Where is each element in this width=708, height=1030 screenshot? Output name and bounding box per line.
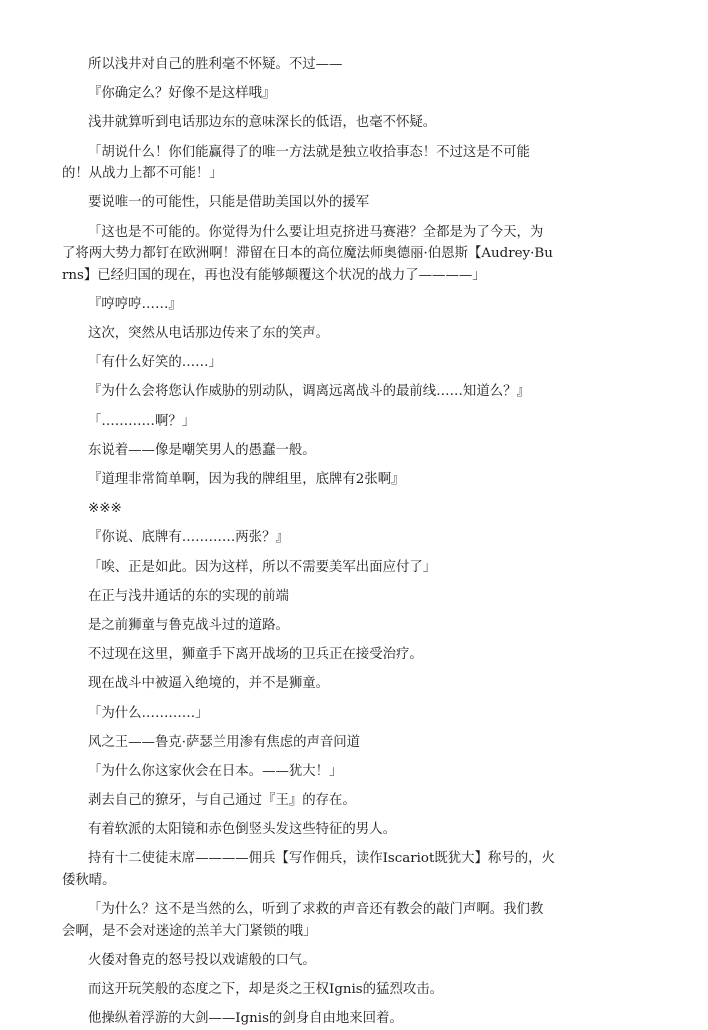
paragraph: 是之前狮童与鲁克战斗过的道路。	[88, 617, 289, 633]
paragraph: 『哼哼哼……』	[88, 296, 182, 312]
paragraph: 「为什么？这不是当然的么，听到了求救的声音还有教会的敲门声啊。我们教会啊，是不会对迷途的羔羊大门紧锁的哦」	[62, 902, 544, 939]
paragraph: 不过现在这里，狮童手下离开战场的卫兵正在接受治疗。	[88, 647, 423, 663]
paragraph: 而这开玩笑般的态度之下，却是炎之王权Ignis的猛烈攻击。	[88, 982, 444, 998]
paragraph: 火倭对鲁克的怒号投以戏谑般的口气。	[88, 953, 316, 969]
paragraph: 持有十二使徒末席————佣兵【写作佣兵，读作Iscariot既犹大】称号的，火倭秋晴。	[62, 851, 555, 889]
paragraph: 所以浅井对自己的胜利毫不怀疑。不过——	[88, 57, 343, 72]
paragraph: 「有什么好笑的……」	[88, 355, 222, 371]
paragraph: 『你确定么？好像不是这样哦』	[88, 86, 276, 102]
paragraph: 「…………啊？」	[88, 413, 196, 429]
paragraph: 这次，突然从电话那边传来了东的笑声。	[88, 326, 330, 342]
paragraph: 浅井就算听到电话那边东的意味深长的低语，也毫不怀疑。	[88, 115, 437, 131]
paragraph: 『你说、底牌有…………两张？』	[88, 530, 289, 546]
paragraph: 剥去自己的獠牙，与自己通过『王』的存在。	[88, 793, 356, 809]
paragraph: 「唉、正是如此。因为这样，所以不需要美军出面应付了」	[88, 559, 437, 575]
paragraph: 『为什么会将您认作威胁的别动队，调离远离战斗的最前线……知道么？』	[88, 384, 530, 400]
scene-break: ※※※	[88, 501, 122, 517]
paragraph: 「为什么…………」	[88, 705, 209, 721]
paragraph: 他操纵着浮游的大剑——Ignis的剑身自由地来回着。	[88, 1011, 403, 1027]
paragraph: 「这也是不可能的。你觉得为什么要让坦克挤进马赛港？全都是为了今天，为了将两大势力都钉在欧洲啊！滞留在日本的高位魔法师奥德丽·伯恩斯【Audrey·Burns】已经归国的现在，再也没有能够颠覆这个状况的战力了————」	[62, 224, 553, 283]
paragraph: 要说唯一的可能性，只能是借助美国以外的援军	[88, 195, 370, 211]
paragraph: 「胡说什么！你们能赢得了的唯一方法就是独立收拾事态！不过这是不可能的！从战力上都不可能！」	[62, 144, 530, 182]
paragraph: 风之王——鲁克·萨瑟兰用渗有焦虑的声音问道	[88, 734, 361, 750]
paragraph: 『道理非常简单啊，因为我的牌组里，底牌有2张啊』	[88, 472, 405, 488]
paragraph: 「为什么你这家伙会在日本。——犹大！」	[88, 763, 343, 779]
paragraph: 有着软派的太阳镜和赤色倒竖头发这些特征的男人。	[88, 822, 396, 838]
paragraph: 在正与浅井通话的东的实现的前端	[88, 588, 289, 604]
paragraph: 现在战斗中被逼入绝境的，并不是狮童。	[88, 676, 330, 692]
paragraph: 东说着——像是嘲笑男人的愚蠢一般。	[88, 442, 316, 458]
